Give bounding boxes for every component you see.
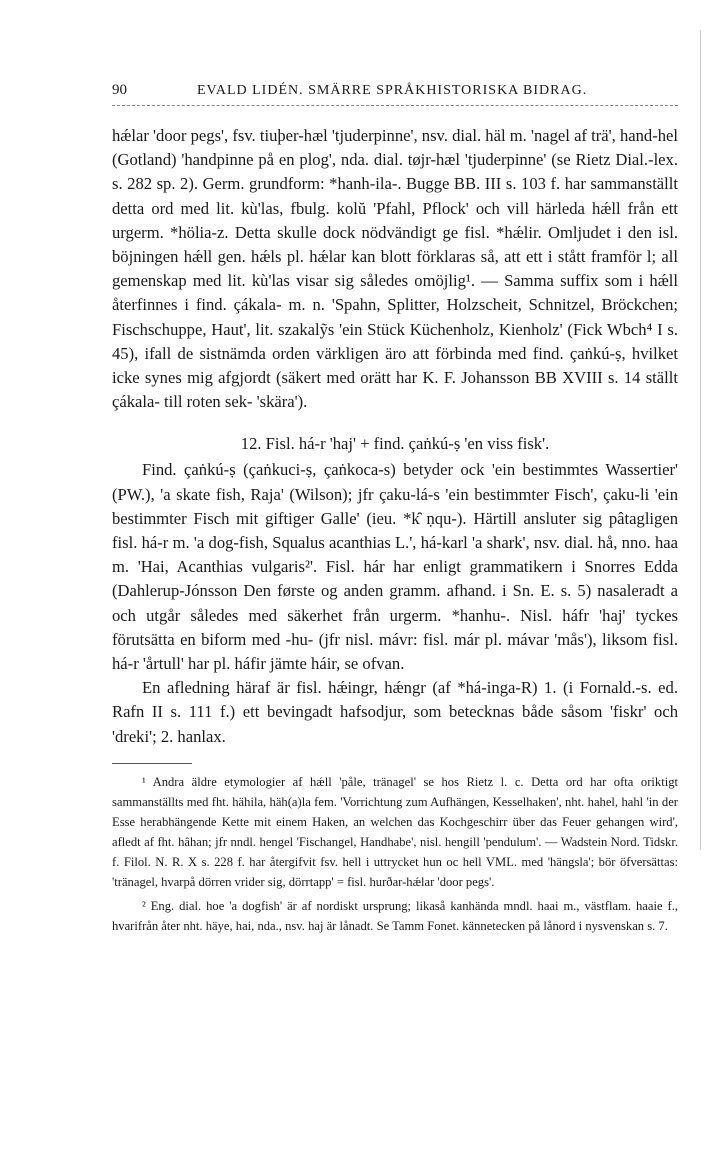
section-heading (112, 434, 678, 454)
page (112, 82, 678, 936)
section-title: Fisl. há-r 'haj' + find. çaṅkú-ṣ 'en viss fisk'. (265, 434, 550, 454)
page-edge-line (700, 30, 701, 850)
paragraph: Find. çaṅkú-ṣ (çaṅkuci-ṣ, çaṅkoca-s) betyder ock 'ein bestimmtes Wassertier' (PW.), 'a skate fish, Raja' (Wilson); jfr çaku-lá-s 'ein bestimmter Fisch', çaku-li 'ein bestimmter Fisch mit giftiger Galle' (ieu. *k̑ ṇqu-). Härtill ansluter sig pâtagligen fisl. há-r m. 'a dog-fish, Squalus acanthias L.', há-karl 'a shark', nsv. dial. hå, nno. haa m. 'Hai, Acanthias vulgaris²'. Fisl. hár har enligt grammatikern i Snorres Edda (Dahlerup-Jónsson Den første og anden gramm. afhand. i Sn. E. s. 5) nasaleradt a och utgår således med säkerhet från urgerm. *hanhu-. Nisl. háfr 'haj' tyckes förutsätta en biform med -hu- (jfr nisl. mávr: fisl. már pl. mávar 'mås'), liksom fisl. há-r 'årtull' har pl. háfir jämte háir, se ofvan. (112, 460, 678, 674)
footnote-rule (112, 763, 192, 764)
footnotes (112, 772, 678, 936)
paragraph: En afledning häraf är fisl. hǽingr, hǽngr (af *há-inga-R) 1. (i Fornald.-s. ed. Rafn II s. 111 f.) ett bevingadt hafsodjur, som betecknas både såsom 'fiskr' och 'dreki'; 2. hanlax. (112, 678, 678, 746)
section-number: 12. (240, 434, 262, 454)
running-title: EVALD LIDÉN. SMÄRRE SPRÅKHISTORISKA BIDRAG. (197, 83, 588, 98)
footnote: ² Eng. dial. hoe 'a dogfish' är af nordiskt ursprung; likaså kanhända mndl. haai m., västflam. haaie f., hvarifrån åter nht. häye, hai, nda., nsv. haj är lånadt. Se Tamm Fonet. kännetecken på lånord i nysvenskan s. 7. (112, 898, 678, 933)
running-header (112, 82, 678, 106)
footnote: ¹ Andra äldre etymologier af hǽll 'påle, tränagel' se hos Rietz l. c. Detta ord har ofta oriktigt sammanställts med fht. hähila, häh(a)la fem. 'Vorrichtung zum Aufhängen, Kesselhaken', nht. hahel, hahl 'in der Esse herabhängende Kette mit einem Haken, an welchen das Kochgeschirr über das Feuer gehangen wird', afledt af fht. hâhan; jfr nndl. hengel 'Fischangel, Handhabe', nisl. hengill 'pendulum'. — Wadstein Nord. Tidskr. f. Filol. N. R. X s. 228 f. har återgifvit fsv. hell i uttrycket hun oc hell VML. med 'hängsla'; bör öfversättas: 'tränagel, hvarpå dörren vrider sig, dörrtapp' = fisl. hurðar-hǽlar 'door pegs'. (112, 774, 678, 889)
main-text (112, 124, 678, 749)
page-number: 90 (112, 82, 127, 98)
paragraph: hǽlar 'door pegs', fsv. tiuþer-hæl 'tjuderpinne', nsv. dial. häl m. 'nagel af trä', hand-hel (Gotland) 'handpinne på en plog', nda. dial. tøjr-hæl 'tjuderpinne' (se Rietz Dial.-lex. s. 282 sp. 2). Germ. grundform: *hanh-ila-. Bugge BB. III s. 103 f. har sammanställt detta ord med lit. kù'las, fbulg. kolŭ 'Pfahl, Pflock' och vill härleda hǽll från ett urgerm. *hölia-z. Detta skulle dock nödvändigt ge fisl. *hǽlir. Omljudet i den isl. böjningen hǽll gen. hǽls pl. hǽlar kan blott förklaras så, att ett i stått framför l; all gemenskap med lit. kù'las visar sig således omöjlig¹. — Samma suffix som i hǽll återfinnes i find. çákala- m. n. 'Spahn, Splitter, Holzscheit, Schnitzel, Bröckchen; Fischschuppe, Haut', lit. szakalỹs 'ein Stück Küchenholz, Kienholz' (Fick Wbch⁴ I s. 45), ifall de sistnämda orden värkligen äro att förbinda med find. çaṅkú-ṣ, hvilket icke synes mig afgjordt (säkert med orätt har K. F. Johansson BB XVIII s. 14 ställt çákala- till roten sek- 'skära'). (112, 126, 678, 412)
